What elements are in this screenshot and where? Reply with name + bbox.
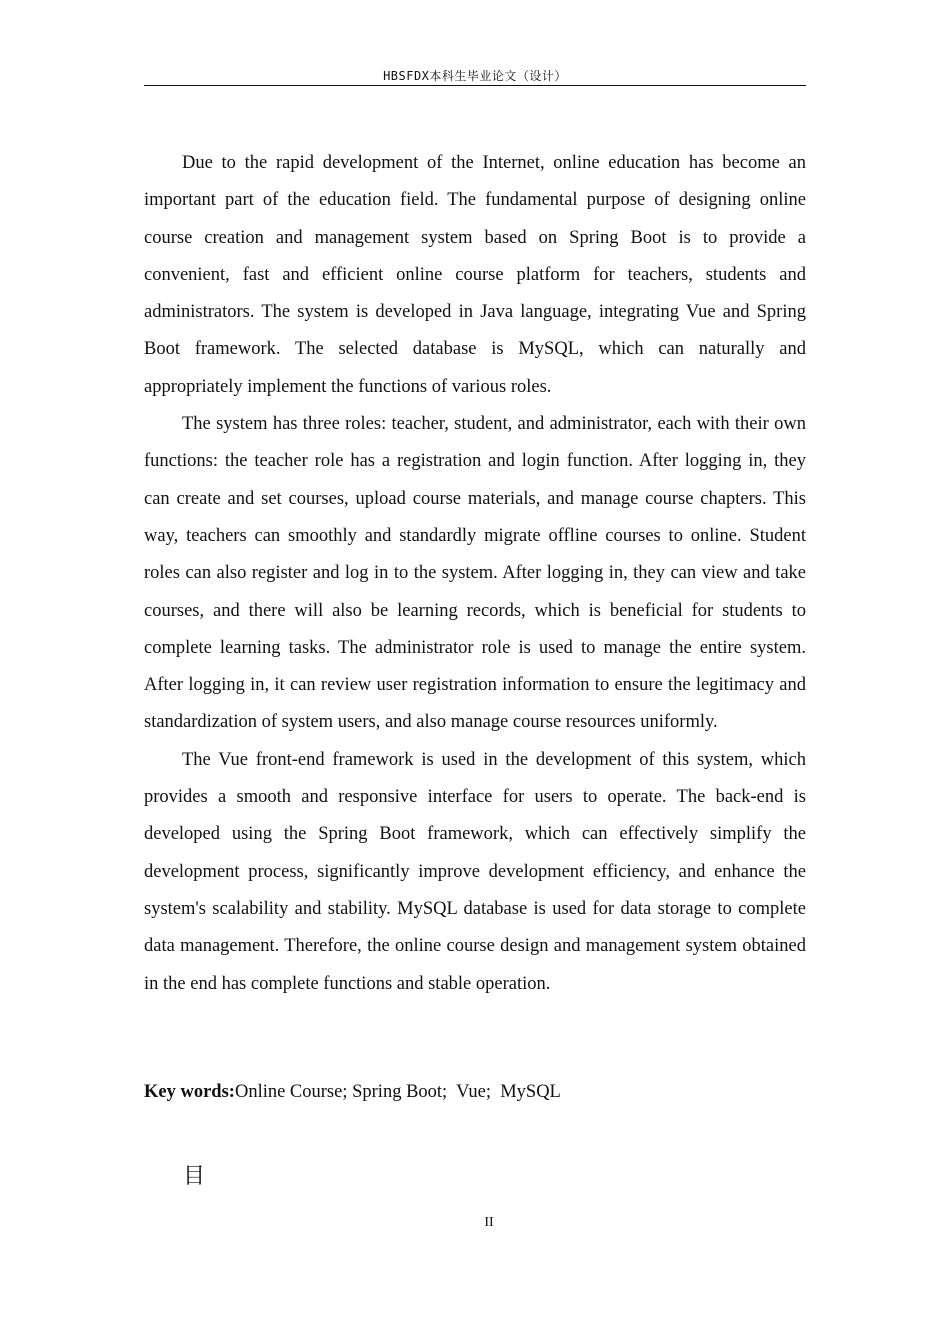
page-header-title: HBSFDX本科生毕业论文（设计） [383,69,567,83]
keywords-label: Key words: [144,1082,235,1102]
keywords-line [144,1075,806,1109]
keywords-value: Online Course; Spring Boot; Vue; MySQL [234,1082,561,1102]
header-divider [144,85,806,86]
toc-heading-fragment: 目 [183,1164,206,1189]
page-number: II [484,1215,494,1230]
abstract-paragraph-3: The Vue front-end framework is used in the development of this system, which provides a smooth and responsive interface for users to operate. The back-end is developed using the Spring Boot framework, which can effectively simplify the development process, significantly improve development efficiency, and enhance the system's scalability and stability. MySQL database is used for data storage to complete data management. Therefore, the online course design and management system obtained in the end has complete functions and stable operation. [144,749,806,994]
abstract-paragraph-2: The system has three roles: teacher, student, and administrator, each with their own functions: the teacher role has a registration and login function. After logging in, they can create and set courses, upload course materials, and manage course chapters. This way, teachers can smoothly and standardly migrate offline courses to online. Student roles can also register and log in to the system. After logging in, they can view and take courses, and there will also be learning records, which is beneficial for students to complete learning tasks. The administrator role is used to manage the entire system. After logging in, it can review user registration information to ensure the legitimacy and standardization of system users, and also manage course resources uniformly. [144,414,806,733]
abstract-paragraph-1: Due to the rapid development of the Internet, online education has become an important part of the education field. The fundamental purpose of designing online course creation and management system based on Spring Boot is to provide a convenient, fast and efficient online course platform for teachers, students and administrators. The system is developed in Java language, integrating Vue and Spring Boot framework. The selected database is MySQL, which can naturally and appropriately implement the functions of various roles. [144,153,806,397]
abstract-body [144,145,806,1003]
